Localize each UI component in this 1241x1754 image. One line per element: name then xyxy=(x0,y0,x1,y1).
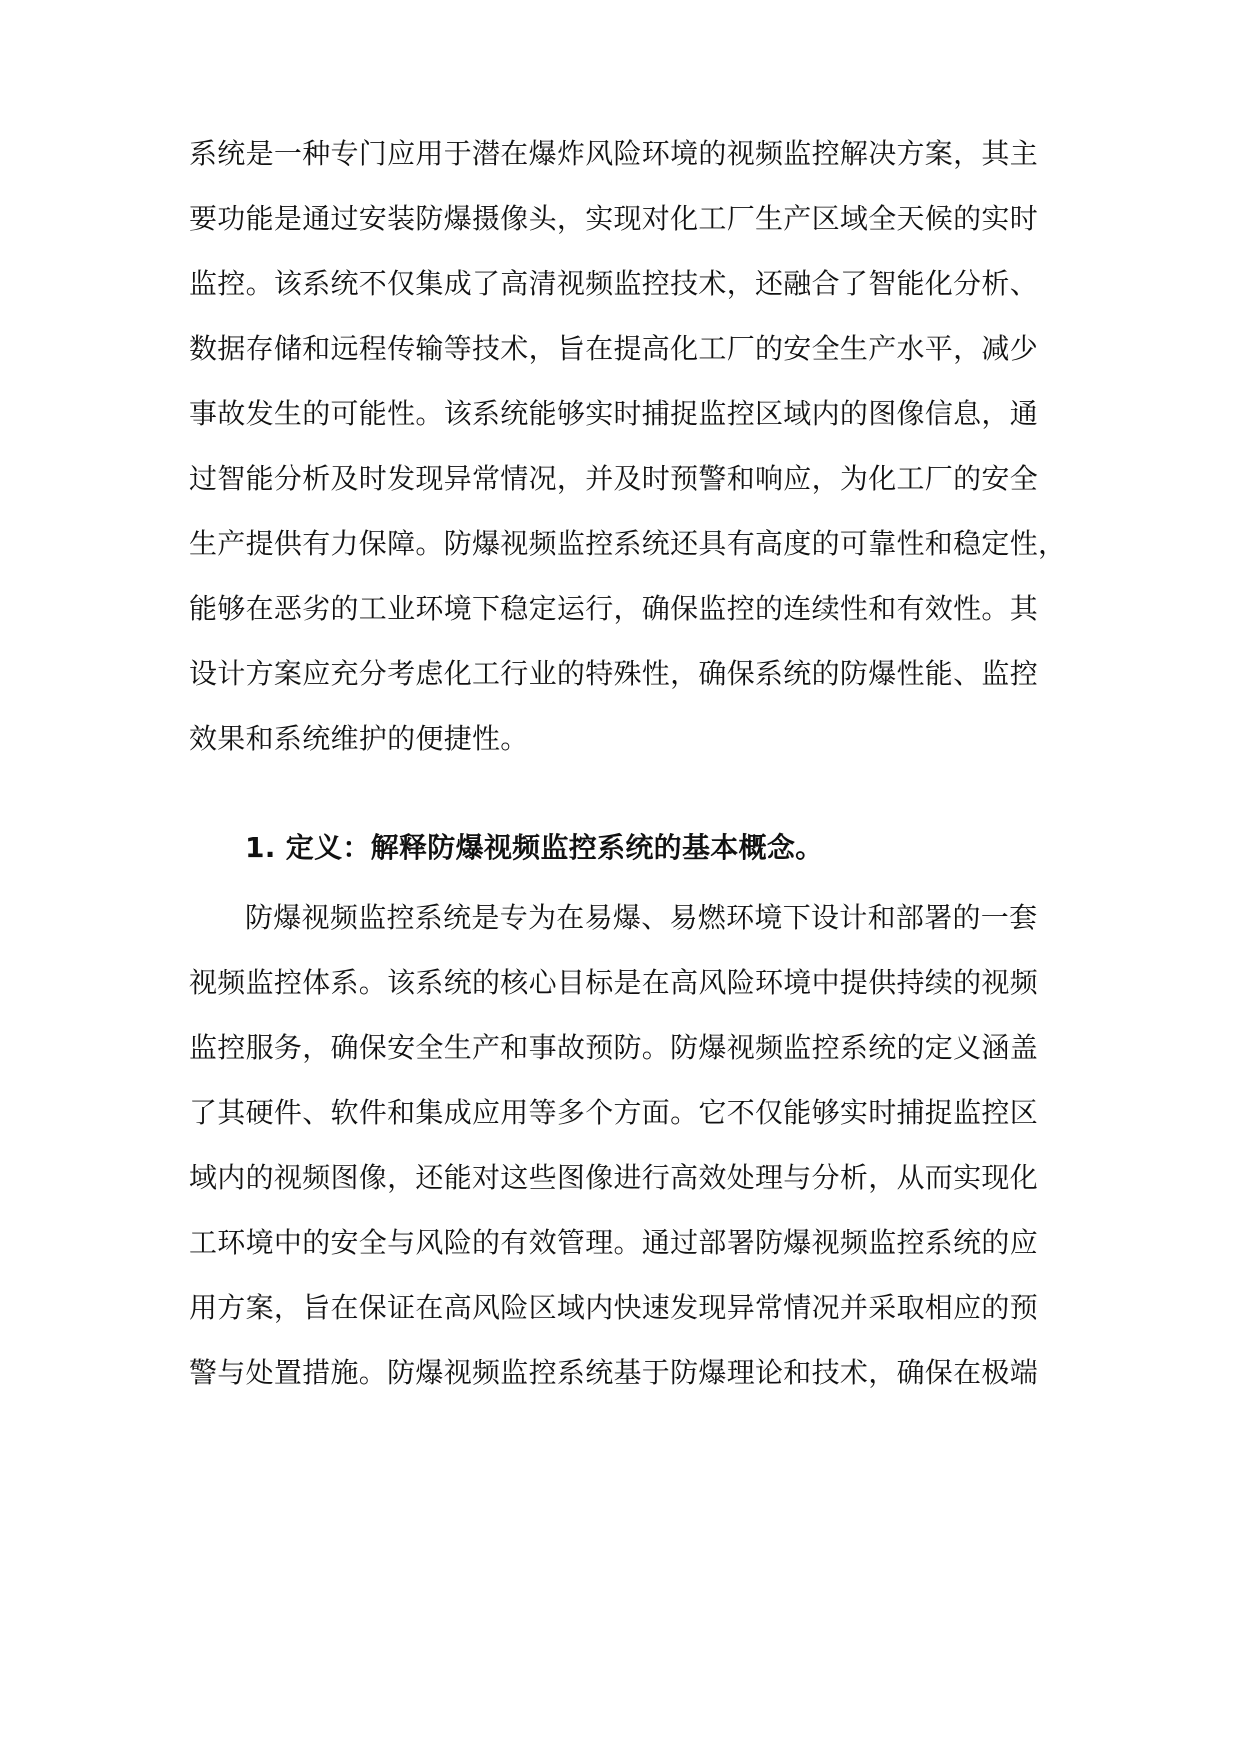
paragraph-1-line-7: 生产提供有力保障。防爆视频监控系统还具有高度的可靠性和稳定性， xyxy=(189,527,1067,560)
paragraph-1-line-2: 要功能是通过安装防爆摄像头，实现对化工厂生产区域全天候的实时 xyxy=(189,202,1039,235)
paragraph-1-line-1: 系统是一种专门应用于潜在爆炸风险环境的视频监控解决方案，其主 xyxy=(189,137,1039,170)
paragraph-2-line-4: 了其硬件、软件和集成应用等多个方面。它不仅能够实时捕捉监控区 xyxy=(189,1096,1039,1129)
paragraph-1-line-9: 设计方案应充分考虑化工行业的特殊性，确保系统的防爆性能、监控 xyxy=(189,657,1039,690)
paragraph-1-line-8: 能够在恶劣的工业环境下稳定运行，确保监控的连续性和有效性。其 xyxy=(189,592,1039,625)
paragraph-2-line-2: 视频监控体系。该系统的核心目标是在高风险环境中提供持续的视频 xyxy=(189,966,1039,999)
paragraph-2-line-8: 警与处置措施。防爆视频监控系统基于防爆理论和技术，确保在极端 xyxy=(189,1356,1039,1389)
paragraph-1-line-6: 过智能分析及时发现异常情况，并及时预警和响应，为化工厂的安全 xyxy=(189,462,1039,495)
paragraph-2-line-3: 监控服务，确保安全生产和事故预防。防爆视频监控系统的定义涵盖 xyxy=(189,1031,1039,1064)
paragraph-1-line-3: 监控。该系统不仅集成了高清视频监控技术，还融合了智能化分析、 xyxy=(189,267,1039,300)
paragraph-1-line-5: 事故发生的可能性。该系统能够实时捕捉监控区域内的图像信息，通 xyxy=(189,397,1039,430)
paragraph-2-line-1: 防爆视频监控系统是专为在易爆、易燃环境下设计和部署的一套 xyxy=(245,901,1038,934)
paragraph-2-line-5: 域内的视频图像，还能对这些图像进行高效处理与分析，从而实现化 xyxy=(189,1161,1039,1194)
paragraph-1-line-10: 效果和系统维护的便捷性。 xyxy=(189,722,529,755)
paragraph-2-line-6: 工环境中的安全与风险的有效管理。通过部署防爆视频监控系统的应 xyxy=(189,1226,1039,1259)
section-heading: 1. 定义：解释防爆视频监控系统的基本概念。 xyxy=(245,831,824,864)
paragraph-1-line-4: 数据存储和远程传输等技术，旨在提高化工厂的安全生产水平，减少 xyxy=(189,332,1039,365)
paragraph-2-line-7: 用方案，旨在保证在高风险区域内快速发现异常情况并采取相应的预 xyxy=(189,1291,1039,1324)
